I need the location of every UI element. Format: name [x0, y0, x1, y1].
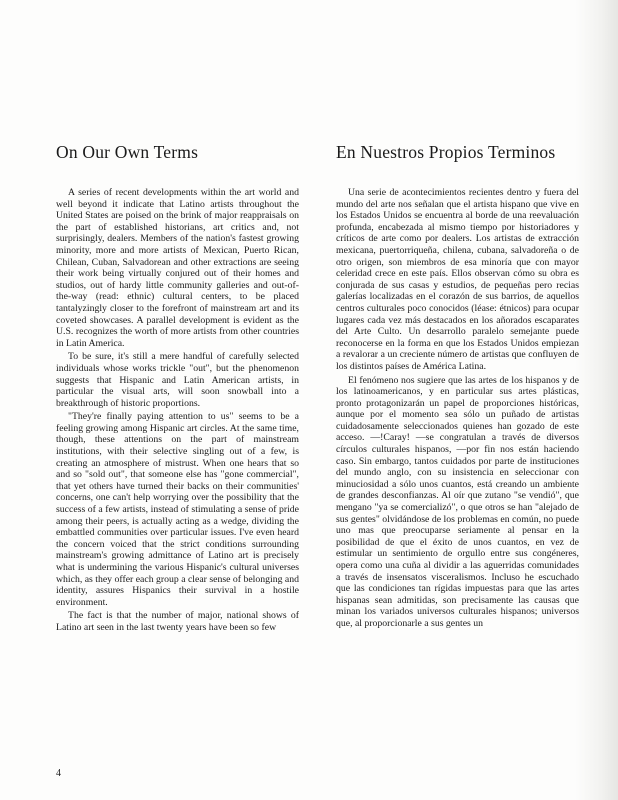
english-paragraph: The fact is that the number of major, national shows of Latino art seen in the last twenty years have been so few	[56, 610, 299, 633]
spanish-paragraph: El fenómeno nos sugiere que las artes de los hispanos y de los latinoamericanos, y en particular sus artes plásticas, pronto protagonizarán un papel de proporciones históricas, aunque por el momento sea sólo un puñado de artistas cuidadosamente seleccionados quienes han gozado de este acceso. —!Caray! —se congratulan a través de diversos círculos culturales hispanos, —por fin nos están haciendo caso. Sin embargo, tantos cuidados por parte de instituciones del mundo anglo, con su insistencia en seleccionar con minuciosidad a sólo unos cuantos, está creando un ambiente de grandes desconfianzas. Al oír que zutano "se vendió", que mengano "ya se comercializó", o que otros se han "alejado de sus gentes" olvidándose de los problemas en común, no puede uno mas que preocuparse seriamente al pensar en la posibilidad de que el éxito de unos cuantos, en vez de estimular un sentimiento de orgullo entre sus congéneres, opera como una cuña al dividir a las aguerridas comunidades a través de insensatos visceralismos. Incluso he escuchado que las condiciones tan rígidas impuestas para que las artes hispanas sean admitidas, son precisamente las causas que minan los variados universos culturales hispanos; universos que, al proporcionarle a sus gentes un	[336, 374, 579, 629]
english-column	[56, 142, 299, 634]
english-paragraph: "They're finally paying attention to us" seems to be a feeling growing among Hispanic art circles. At the same time, though, these attentions on the part of mainstream institutions, with their selective singling out of a few, is creating an atmosphere of mistrust. When one hears that so and so "sold out", that someone else has "gone commercial", that yet others have turned their backs on their communities' concerns, one can't help worrying over the possibility that the success of a few artists, instead of stimulating a sense of pride among their peers, is actually acting as a wedge, dividing the embattled communities over particular issues. I've even heard the concern voiced that the strict conditions surrounding mainstream's growing admittance of Latino art is precisely what is undermining the various Hispanic's cultural universes which, as they offer each group a clear sense of belonging and identity, assures Hispanics their survival in a hostile environment.	[56, 411, 299, 608]
spanish-body	[336, 187, 579, 630]
english-paragraph: To be sure, it's still a mere handful of carefully selected individuals whose works trickle "out", but the phenomenon suggests that Hispanic and Latin American artists, in particular the visual arts, will soon snowball into a breakthrough of historic proportions.	[56, 351, 299, 409]
spanish-column	[336, 142, 579, 630]
english-title: On Our Own Terms	[56, 142, 199, 162]
english-paragraph: A series of recent developments within the art world and well beyond it indicate that Latino artists throughout the United States are poised on the brink of major reappraisals on the part of established historians, art critics and, not surprisingly, dealers. Members of the nation's fastest growing minority, more and more artists of Mexican, Puerto Rican, Chilean, Cuban, Salvadorean and other extractions are seeing their work being virtually conjured out of their homes and studios, out of hardy little community galleries and out-of-the-way (read: ethnic) cultural centers, to be placed tantalyzingly closer to the forefront of mainstream art and its coveted showcases. A parallel development is evident as the U.S. recognizes the worth of more artists from other countries in Latin America.	[56, 187, 299, 349]
page-number: 4	[56, 768, 61, 779]
spanish-title: En Nuestros Propios Terminos	[336, 142, 556, 162]
english-body	[56, 187, 299, 634]
spanish-paragraph: Una serie de acontecimientos recientes dentro y fuera del mundo del arte nos señalan que el artista hispano que vive en los Estados Unidos se encuentra al borde de una reevaluación profunda, encabezada al mismo tiempo por historiadores y críticos de arte como por dealers. Los artistas de extracción mexicana, puertorriqueña, chilena, cubana, salvadoreña o de otro origen, son miembros de esa minoría que con mayor celeridad crece en este país. Ellos observan cómo su obra es conjurada de sus casas y estudios, de pequeñas pero recias galerías localizadas en el corazón de sus barrios, de aquellos centros culturales poco conocidos (léase: étnicos) para ocupar lugares cada vez más destacados en los añorados escaparates del Arte Culto. Un desarrollo paralelo semejante puede reconocerse en la forma en que los Estados Unidos empiezan a revalorar a un creciente número de artistas que confluyen de los distintos países de América Latina.	[336, 187, 579, 372]
page-edge-shadow	[575, 0, 618, 800]
